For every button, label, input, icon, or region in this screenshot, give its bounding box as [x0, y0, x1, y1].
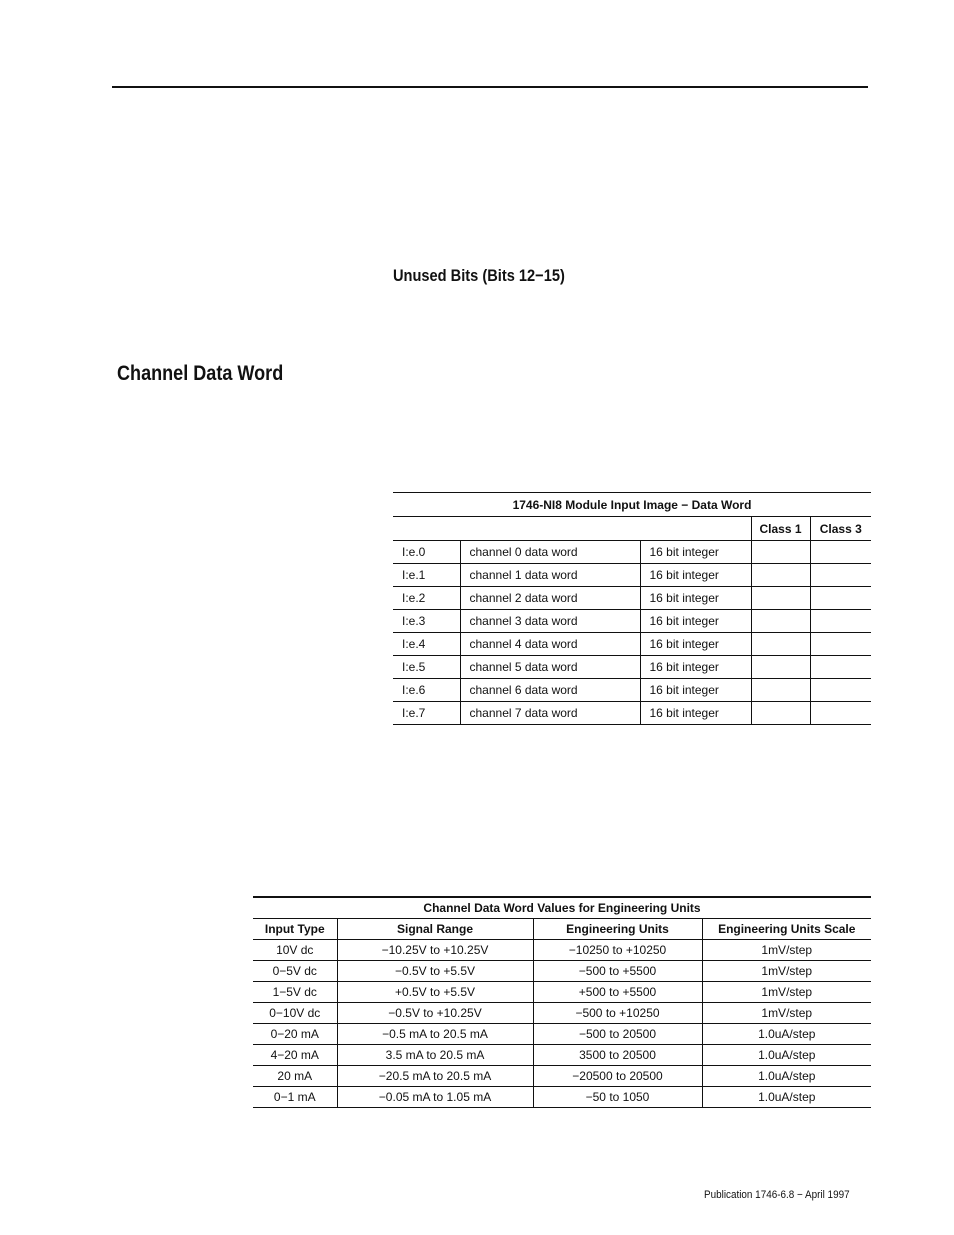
- table-cell: [751, 679, 810, 702]
- table-cell: 16 bit integer: [640, 587, 751, 610]
- table-cell: 4−20 mA: [253, 1045, 337, 1066]
- table-cell: I:e.4: [393, 633, 460, 656]
- column-header-engineering-units: Engineering Units: [533, 919, 702, 940]
- table-body: [393, 541, 871, 725]
- table-cell: [810, 564, 871, 587]
- table-cell: I:e.1: [393, 564, 460, 587]
- table-cell: 10V dc: [253, 940, 337, 961]
- table-cell: 0−5V dc: [253, 961, 337, 982]
- table-cell: +0.5V to +5.5V: [337, 982, 533, 1003]
- table-row: [393, 656, 871, 679]
- table-cell: I:e.5: [393, 656, 460, 679]
- table-row: [253, 961, 871, 982]
- table-cell: −0.05 mA to 1.05 mA: [337, 1087, 533, 1108]
- table-cell: −500 to +10250: [533, 1003, 702, 1024]
- top-rule: [112, 86, 868, 88]
- table-cell: [810, 633, 871, 656]
- table-cell: [751, 702, 810, 725]
- table-row: [253, 1045, 871, 1066]
- table-header-row: [393, 517, 871, 541]
- table-cell: 16 bit integer: [640, 564, 751, 587]
- table-cell: [810, 610, 871, 633]
- table-row: [393, 610, 871, 633]
- table-cell: −10250 to +10250: [533, 940, 702, 961]
- table-cell: channel 7 data word: [460, 702, 640, 725]
- table-row: [253, 982, 871, 1003]
- table-cell: 1−5V dc: [253, 982, 337, 1003]
- table-cell: 16 bit integer: [640, 633, 751, 656]
- column-header: [640, 517, 751, 541]
- table-cell: [751, 633, 810, 656]
- table-cell: 16 bit integer: [640, 541, 751, 564]
- table-cell: −20.5 mA to 20.5 mA: [337, 1066, 533, 1087]
- table-row: [393, 679, 871, 702]
- table-row: [253, 1003, 871, 1024]
- table-cell: 1mV/step: [702, 1003, 871, 1024]
- table-cell: 0−20 mA: [253, 1024, 337, 1045]
- table-cell: 16 bit integer: [640, 610, 751, 633]
- engineering-units-table: [253, 896, 871, 1108]
- table-cell: [751, 587, 810, 610]
- table-cell: −0.5V to +5.5V: [337, 961, 533, 982]
- table-caption: Channel Data Word Values for Engineering Units: [253, 897, 871, 919]
- table-cell: I:e.6: [393, 679, 460, 702]
- table-row: [393, 633, 871, 656]
- table-cell: I:e.0: [393, 541, 460, 564]
- table-cell: channel 5 data word: [460, 656, 640, 679]
- table-cell: 20 mA: [253, 1066, 337, 1087]
- table-cell: [751, 541, 810, 564]
- subheading: Unused Bits (Bits 12−15): [393, 266, 565, 285]
- table-cell: 16 bit integer: [640, 679, 751, 702]
- column-header: [460, 517, 640, 541]
- table-cell: 0−1 mA: [253, 1087, 337, 1108]
- table-cell: −0.5 mA to 20.5 mA: [337, 1024, 533, 1045]
- table-cell: 1mV/step: [702, 982, 871, 1003]
- table-cell: [810, 541, 871, 564]
- table-cell: channel 3 data word: [460, 610, 640, 633]
- table-cell: channel 0 data word: [460, 541, 640, 564]
- table-row: [253, 940, 871, 961]
- table-row: [253, 1024, 871, 1045]
- table-cell: −20500 to 20500: [533, 1066, 702, 1087]
- table-cell: −500 to 20500: [533, 1024, 702, 1045]
- table-cell: 16 bit integer: [640, 702, 751, 725]
- column-header-signal-range: Signal Range: [337, 919, 533, 940]
- table-cell: 1.0uA/step: [702, 1066, 871, 1087]
- table-cell: channel 2 data word: [460, 587, 640, 610]
- table-cell: 3.5 mA to 20.5 mA: [337, 1045, 533, 1066]
- table-cell: [810, 587, 871, 610]
- table-cell: 1.0uA/step: [702, 1024, 871, 1045]
- column-header-class-1: Class 1: [751, 517, 810, 541]
- table-cell: [810, 702, 871, 725]
- table-cell: 1.0uA/step: [702, 1087, 871, 1108]
- table-cell: I:e.7: [393, 702, 460, 725]
- table-cell: I:e.3: [393, 610, 460, 633]
- table-cell: 16 bit integer: [640, 656, 751, 679]
- publication-footer: Publication 1746-6.8 − April 1997: [704, 1189, 850, 1201]
- table-row: [393, 541, 871, 564]
- table-cell: I:e.2: [393, 587, 460, 610]
- table-cell: [751, 610, 810, 633]
- table-row: [393, 587, 871, 610]
- table-caption: 1746-NI8 Module Input Image − Data Word: [393, 493, 871, 517]
- table-cell: 1mV/step: [702, 940, 871, 961]
- table-header-row: [253, 919, 871, 940]
- table-row: [253, 1087, 871, 1108]
- column-header-class-3: Class 3: [810, 517, 871, 541]
- table-cell: +500 to +5500: [533, 982, 702, 1003]
- column-header-input-type: Input Type: [253, 919, 337, 940]
- input-image-table: [393, 492, 871, 725]
- table-cell: [751, 656, 810, 679]
- table-row: [393, 564, 871, 587]
- table-cell: −50 to 1050: [533, 1087, 702, 1108]
- table-cell: channel 4 data word: [460, 633, 640, 656]
- table-cell: [810, 679, 871, 702]
- table-cell: −10.25V to +10.25V: [337, 940, 533, 961]
- table-row: [393, 702, 871, 725]
- table-cell: [751, 564, 810, 587]
- column-header-engineering-units-scale: Engineering Units Scale: [702, 919, 871, 940]
- table-cell: channel 6 data word: [460, 679, 640, 702]
- table-cell: 3500 to 20500: [533, 1045, 702, 1066]
- table-cell: −500 to +5500: [533, 961, 702, 982]
- table-cell: 1mV/step: [702, 961, 871, 982]
- table-cell: 1.0uA/step: [702, 1045, 871, 1066]
- table-row: [253, 1066, 871, 1087]
- table-cell: −0.5V to +10.25V: [337, 1003, 533, 1024]
- section-title: Channel Data Word: [117, 362, 284, 385]
- table-cell: [810, 656, 871, 679]
- table-cell: channel 1 data word: [460, 564, 640, 587]
- table-cell: 0−10V dc: [253, 1003, 337, 1024]
- column-header: [393, 517, 460, 541]
- table-body: [253, 940, 871, 1108]
